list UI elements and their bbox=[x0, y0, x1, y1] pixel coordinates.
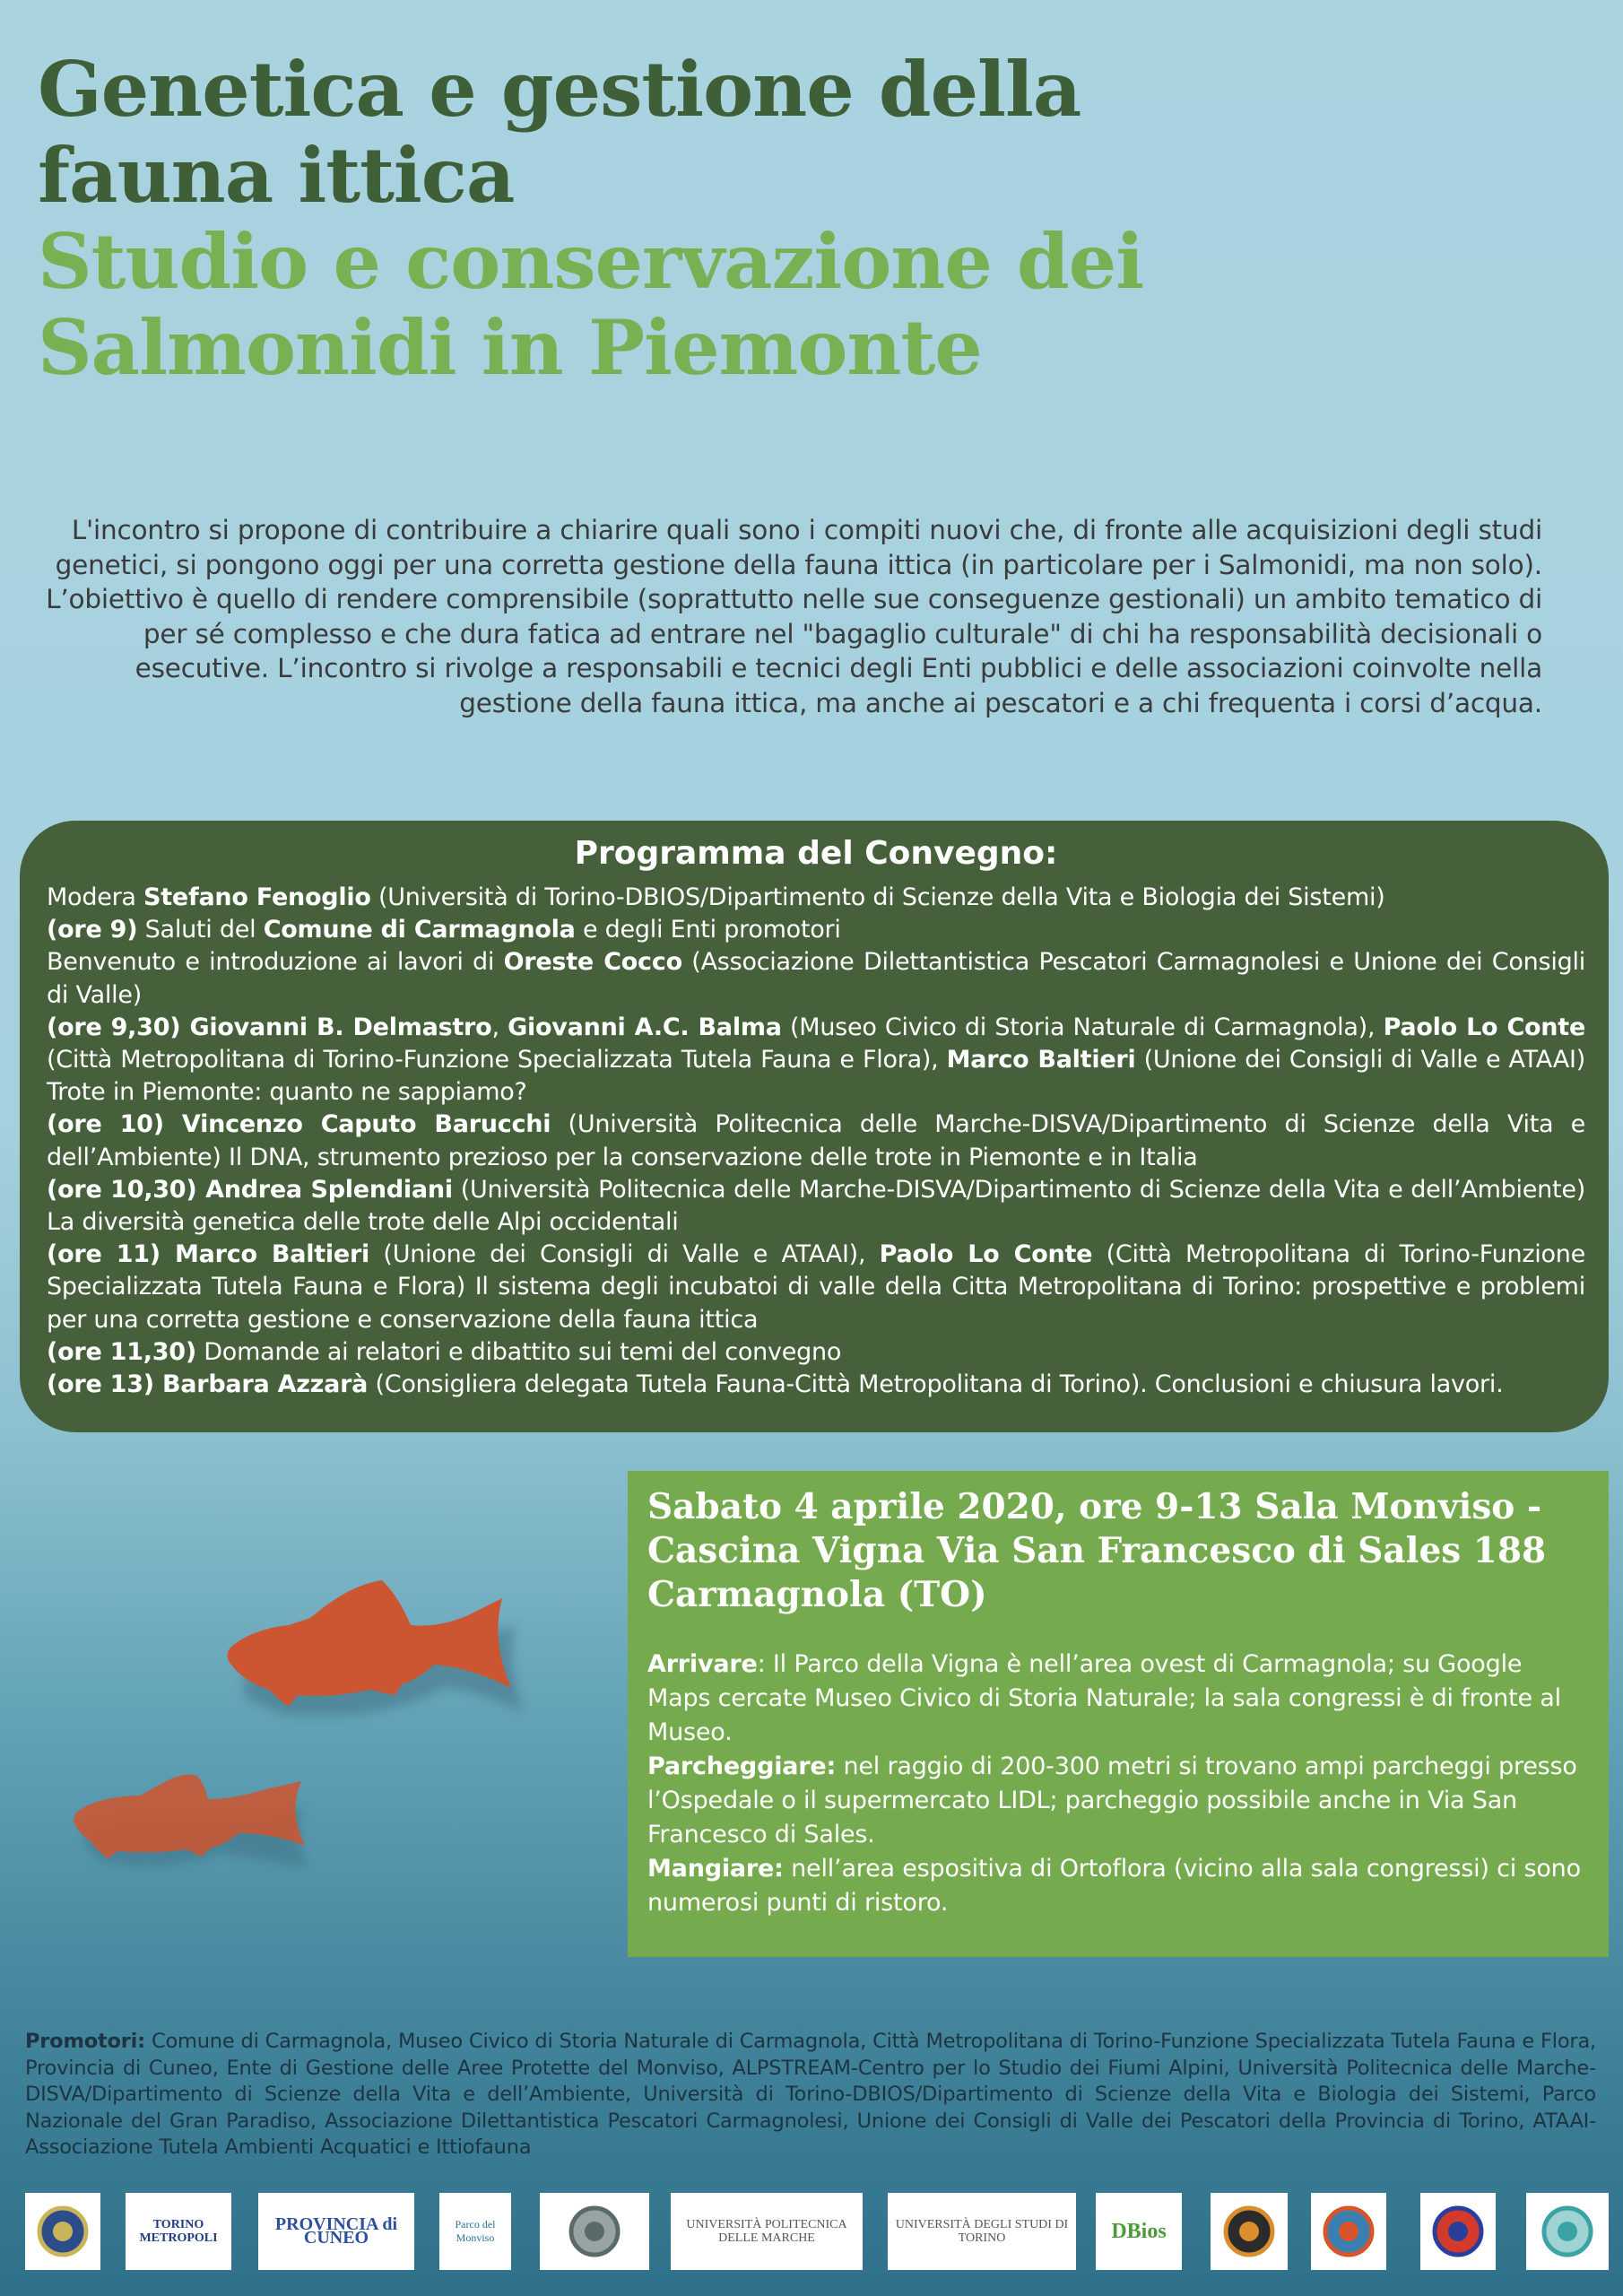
logo-torino-metropoli bbox=[126, 2193, 231, 2270]
logo-text: UNIVERSITÀ POLITECNICA DELLE MARCHE bbox=[686, 2218, 847, 2245]
logo-dbios bbox=[1096, 2193, 1182, 2270]
program-item bbox=[47, 1012, 1585, 1109]
promoters-label: Promotori: bbox=[25, 2030, 145, 2053]
logo-text: DBios bbox=[1111, 2219, 1167, 2243]
program-item-bold: (ore 13) Barbara Azzarà bbox=[47, 1370, 369, 1399]
event-info-text: : Il Parco della Vigna è nell’area ovest di Carmagnola; su Google Maps cercate Museo Civico di Storia Naturale; la sala congressi è di fronte al Museo. bbox=[647, 1650, 1561, 1746]
program-item-bold: Marco Baltieri bbox=[946, 1046, 1136, 1074]
program-item-bold: Stefano Fenoglio bbox=[143, 883, 371, 911]
program-item-text: Saluti del bbox=[137, 916, 264, 944]
promoters-list: Comune di Carmagnola, Museo Civico di Storia Naturale di Carmagnola, Città Metropolitana di Torino-Funzione Specializzata Tutela Fauna e Flora, Provincia di Cuneo, Ente di Gestione delle Aree Protette del Monviso, ALPSTREAM-Centro per lo Studio dei Fiumi Alpini, Università Politecnica delle Marche-DISVA/Dipartimento di Scienze della Vita e dell’Ambiente, Università di Torino-DBIOS/Dipartimento di Scienze della Vita e Biologia dei Sistemi, Parco Nazionale del Gran Paradiso, Associazione Dilettantistica Pescatori Carmagnolesi, Unione dei Consigli di Valle dei Pescatori della Provincia di Torino, ATAAI-Associazione Tutela Ambienti Acquatici e Ittiofauna bbox=[25, 2030, 1596, 2159]
logo-row bbox=[0, 2193, 1623, 2274]
program-item-text: (Consigliera delegata Tutela Fauna-Città Metropolitana di Torino). Conclusioni e chiusura lavori. bbox=[368, 1370, 1504, 1399]
emblem-icon bbox=[1222, 2205, 1276, 2258]
logo-parco-del-monviso bbox=[439, 2193, 511, 2270]
program-item bbox=[47, 1239, 1585, 1336]
program-item-bold: Paolo Lo Conte bbox=[879, 1240, 1093, 1269]
program-item bbox=[47, 1336, 1585, 1369]
program-item-bold: (ore 9) bbox=[47, 916, 138, 944]
emblem-icon bbox=[1541, 2205, 1594, 2258]
program-item-text: (Università Politecnica delle Marche-DISVA/Dipartimento di Scienze della Vita e dell’Ambiente) La diversità genetica delle trote delle Alpi occidentali bbox=[47, 1175, 1585, 1237]
event-info-item bbox=[647, 1852, 1589, 1920]
logo-unito bbox=[888, 2193, 1076, 2270]
program-item bbox=[47, 1109, 1585, 1173]
logo-carmagnola-crest bbox=[25, 2193, 100, 2270]
logo-text: TORINO METROPOLI bbox=[139, 2218, 218, 2245]
program-item-text: (Associazione Dilettantistica Pescatori Carmagnolesi e Unione dei Consigli di Valle) bbox=[47, 948, 1585, 1009]
event-info-label: Arrivare bbox=[647, 1650, 758, 1678]
program-item bbox=[47, 914, 1585, 946]
logo-text: UNIVERSITÀ DEGLI STUDI DI TORINO bbox=[895, 2218, 1069, 2245]
logo-univpm bbox=[671, 2193, 863, 2270]
program-list bbox=[47, 882, 1585, 1401]
program-item-bold: Oreste Cocco bbox=[503, 948, 682, 977]
emblem-icon bbox=[36, 2205, 90, 2258]
logo-text: Parco del Monviso bbox=[455, 2218, 496, 2244]
logo-text: PROVINCIA di CUNEO bbox=[274, 2214, 398, 2248]
event-info-text: nell’area espositiva di Ortoflora (vicino alla sala congressi) ci sono numerosi punti di ristoro. bbox=[647, 1855, 1581, 1917]
event-heading: Sabato 4 aprile 2020, ore 9-13 Sala Monviso - Cascina Vigna Via San Francesco di Sales 188 Carmagnola (TO) bbox=[647, 1486, 1547, 1615]
event-info-label: Mangiare: bbox=[647, 1855, 784, 1883]
logo-gran-paradiso bbox=[1211, 2193, 1288, 2270]
program-item bbox=[47, 1369, 1585, 1401]
promoters bbox=[25, 2029, 1596, 2161]
emblem-icon bbox=[568, 2205, 621, 2258]
program-item-text: (Università Politecnica delle Marche-DISVA/Dipartimento di Scienze della Vita e dell’Ambiente) Il DNA, strumento prezioso per la conservazione delle trote in Piemonte e in Italia bbox=[47, 1110, 1585, 1171]
program-item-text: (Città Metropolitana di Torino-Funzione Specializzata Tutela Fauna e Flora) Il sistema degli incubatoi di valle della Citta Metropolitana di Torino: prospettive e problemi per una corretta gestione e conservazione della fauna ittica bbox=[47, 1240, 1585, 1334]
program-item-bold: (ore 9,30) Giovanni B. Delmastro bbox=[47, 1013, 492, 1041]
title-main: Genetica e gestione della fauna ittica bbox=[38, 45, 1081, 220]
program-item-text: Domande ai relatori e dibattito sui temi del convegno bbox=[195, 1337, 842, 1366]
program-item bbox=[47, 1174, 1585, 1239]
program-item-bold: (ore 11) Marco Baltieri bbox=[47, 1240, 370, 1269]
program-item-text: e degli Enti promotori bbox=[575, 916, 841, 944]
program-item-bold: Paolo Lo Conte bbox=[1383, 1013, 1586, 1041]
title-subtitle: Studio e conservazione dei Salmonidi in Piemonte bbox=[38, 217, 1144, 392]
logo-ataai bbox=[1526, 2193, 1609, 2270]
logo-alpstream bbox=[540, 2193, 649, 2270]
program-item-text: (Città Metropolitana di Torino-Funzione Specializzata Tutela Fauna e Flora), bbox=[47, 1046, 947, 1074]
program-heading: Programma del Convegno: bbox=[574, 835, 1058, 872]
emblem-icon bbox=[1431, 2205, 1485, 2258]
program-item-bold: (ore 10) Vincenzo Caputo Barucchi bbox=[47, 1110, 551, 1139]
program-item bbox=[47, 946, 1585, 1011]
program-item-text: (Unione dei Consigli di Valle e ATAAI), bbox=[369, 1240, 880, 1269]
program-item-text: , bbox=[491, 1013, 508, 1041]
event-info-label: Parcheggiare: bbox=[647, 1752, 837, 1780]
program-item-bold: (ore 11,30) bbox=[47, 1337, 196, 1366]
emblem-icon bbox=[1322, 2205, 1376, 2258]
program-box bbox=[20, 821, 1609, 1432]
logo-unione-consigli-valle bbox=[1420, 2193, 1496, 2270]
fish-illustration bbox=[54, 1561, 628, 1919]
logo-provincia-di-cuneo bbox=[258, 2193, 414, 2270]
program-item-bold: Comune di Carmagnola bbox=[263, 916, 576, 944]
program-item-text: (Università di Torino-DBIOS/Dipartimento di Scienze della Vita e Biologia dei Sistemi) bbox=[370, 883, 1385, 911]
program-item-text: (Museo Civico di Storia Naturale di Carmagnola), bbox=[781, 1013, 1384, 1041]
intro-paragraph: L'incontro si propone di contribuire a chiarire quali sono i compiti nuovi che, di fronte alle acquisizioni degli studi genetici, si pongono oggi per una corretta gestione della fauna ittica (in particolare per i Salmonidi, ma non solo). L’obiettivo è quello di rendere comprensibile (soprattutto nelle sue conseguenze gestionali) un ambito tematico di per sé complesso e che dura fatica ad entrare nel "bagaglio culturale" di chi ha responsabilità decisionali o esecutive. L’incontro si rivolge a responsabili e tecnici degli Enti pubblici e delle associazioni coinvolte nella gestione della fauna ittica, ma anche ai pescatori e a chi frequenta i corsi d’acqua. bbox=[46, 515, 1542, 718]
program-item-text: Modera bbox=[47, 883, 144, 911]
event-info-item bbox=[647, 1750, 1589, 1852]
program-item-text: Benvenuto e introduzione ai lavori di bbox=[47, 948, 504, 977]
logo-pescatori-carmagnolesi bbox=[1311, 2193, 1386, 2270]
program-item-bold: Giovanni A.C. Balma bbox=[508, 1013, 782, 1041]
event-box bbox=[628, 1471, 1609, 1957]
program-item bbox=[47, 882, 1585, 914]
program-item-text: (Unione dei Consigli di Valle e ATAAI) Trote in Piemonte: quanto ne sappiamo? bbox=[47, 1046, 1585, 1107]
event-info-text: nel raggio di 200-300 metri si trovano ampi parcheggi presso l’Ospedale o il supermercato LIDL; parcheggio possibile anche in Via San Francesco di Sales. bbox=[647, 1752, 1577, 1848]
event-info bbox=[647, 1648, 1589, 1920]
program-item-bold: (ore 10,30) Andrea Splendiani bbox=[47, 1175, 453, 1204]
event-info-item bbox=[647, 1648, 1589, 1750]
